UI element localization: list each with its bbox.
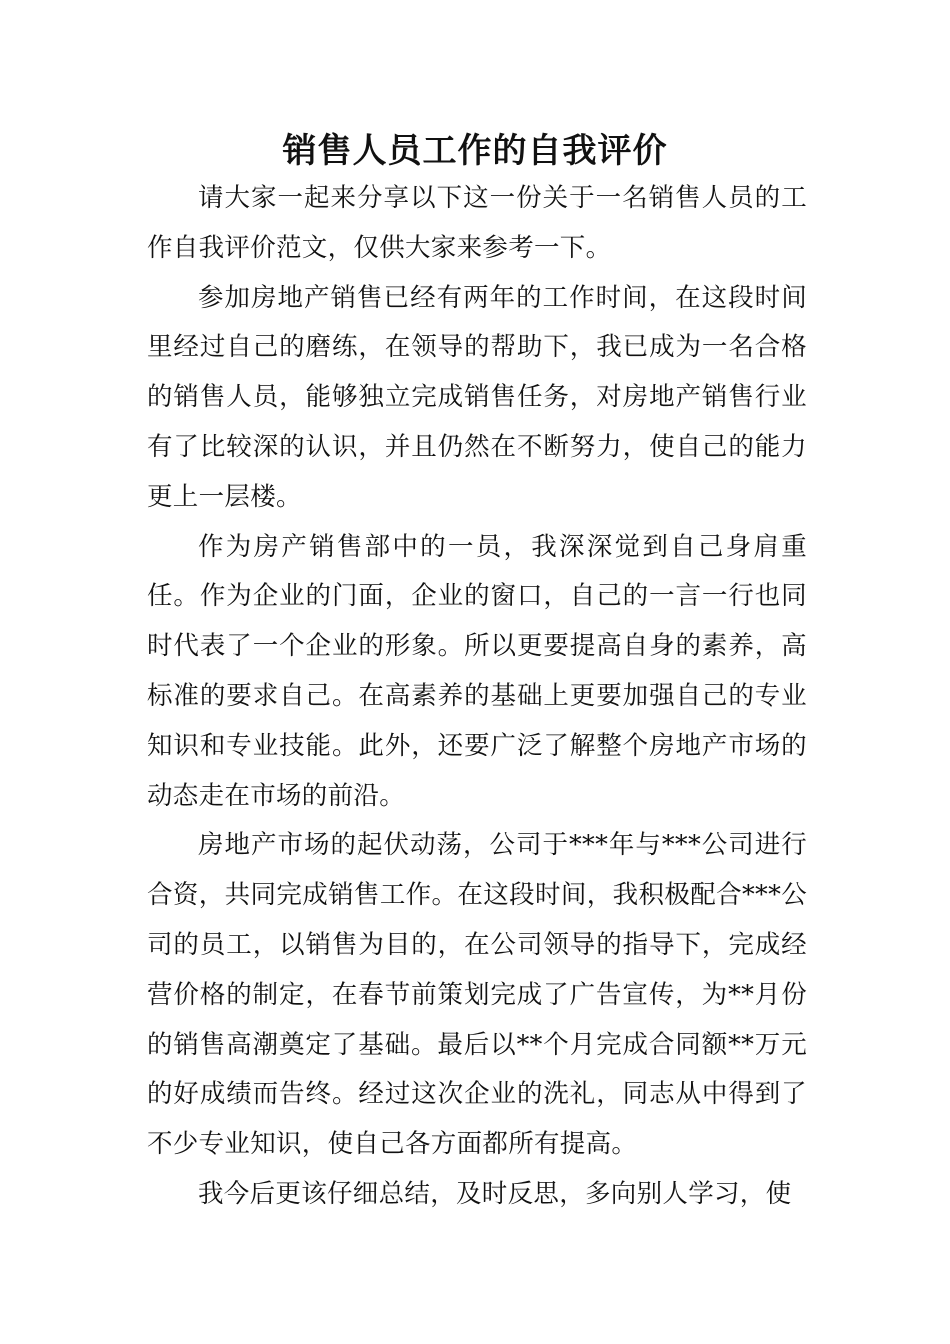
paragraph-experience: 参加房地产销售已经有两年的工作时间，在这段时间里经过自己的磨练，在领导的帮助下，我已成为一名合格的销售人员，能够独立完成销售任务，对房地产销售行业有了比较深的认识，并且仍然在不断努力，使自己的能力更上一层楼。	[147, 282, 807, 512]
paragraph-responsibility: 作为房产销售部中的一员，我深深觉到自己身肩重任。作为企业的门面，企业的窗口，自己的一言一行也同时代表了一个企业的形象。所以更要提高自身的素养，高标准的要求自己。在高素养的基础上更要加强自己的专业知识和专业技能。此外，还要广泛了解整个房地产市场的动态走在市场的前沿。	[147, 531, 807, 811]
document-body	[147, 174, 807, 1220]
paragraph-intro: 请大家一起来分享以下这一份关于一名销售人员的工作自我评价范文，仅供大家来参考一下。	[147, 183, 807, 263]
paragraph-future: 我今后更该仔细总结，及时反思，多向别人学习，使	[198, 1178, 792, 1209]
paragraph-achievements: 房地产市场的起伏动荡，公司于***年与***公司进行合资，共同完成销售工作。在这段时间，我积极配合***公司的员工，以销售为目的，在公司领导的指导下，完成经营价格的制定，在春节前策划完成了广告宣传，为**月份的销售高潮奠定了基础。最后以**个月完成合同额**万元的好成绩而告终。经过这次企业的洗礼，同志从中得到了不少专业知识，使自己各方面都所有提高。	[147, 830, 807, 1160]
document-title: 销售人员工作的自我评价	[282, 131, 668, 171]
